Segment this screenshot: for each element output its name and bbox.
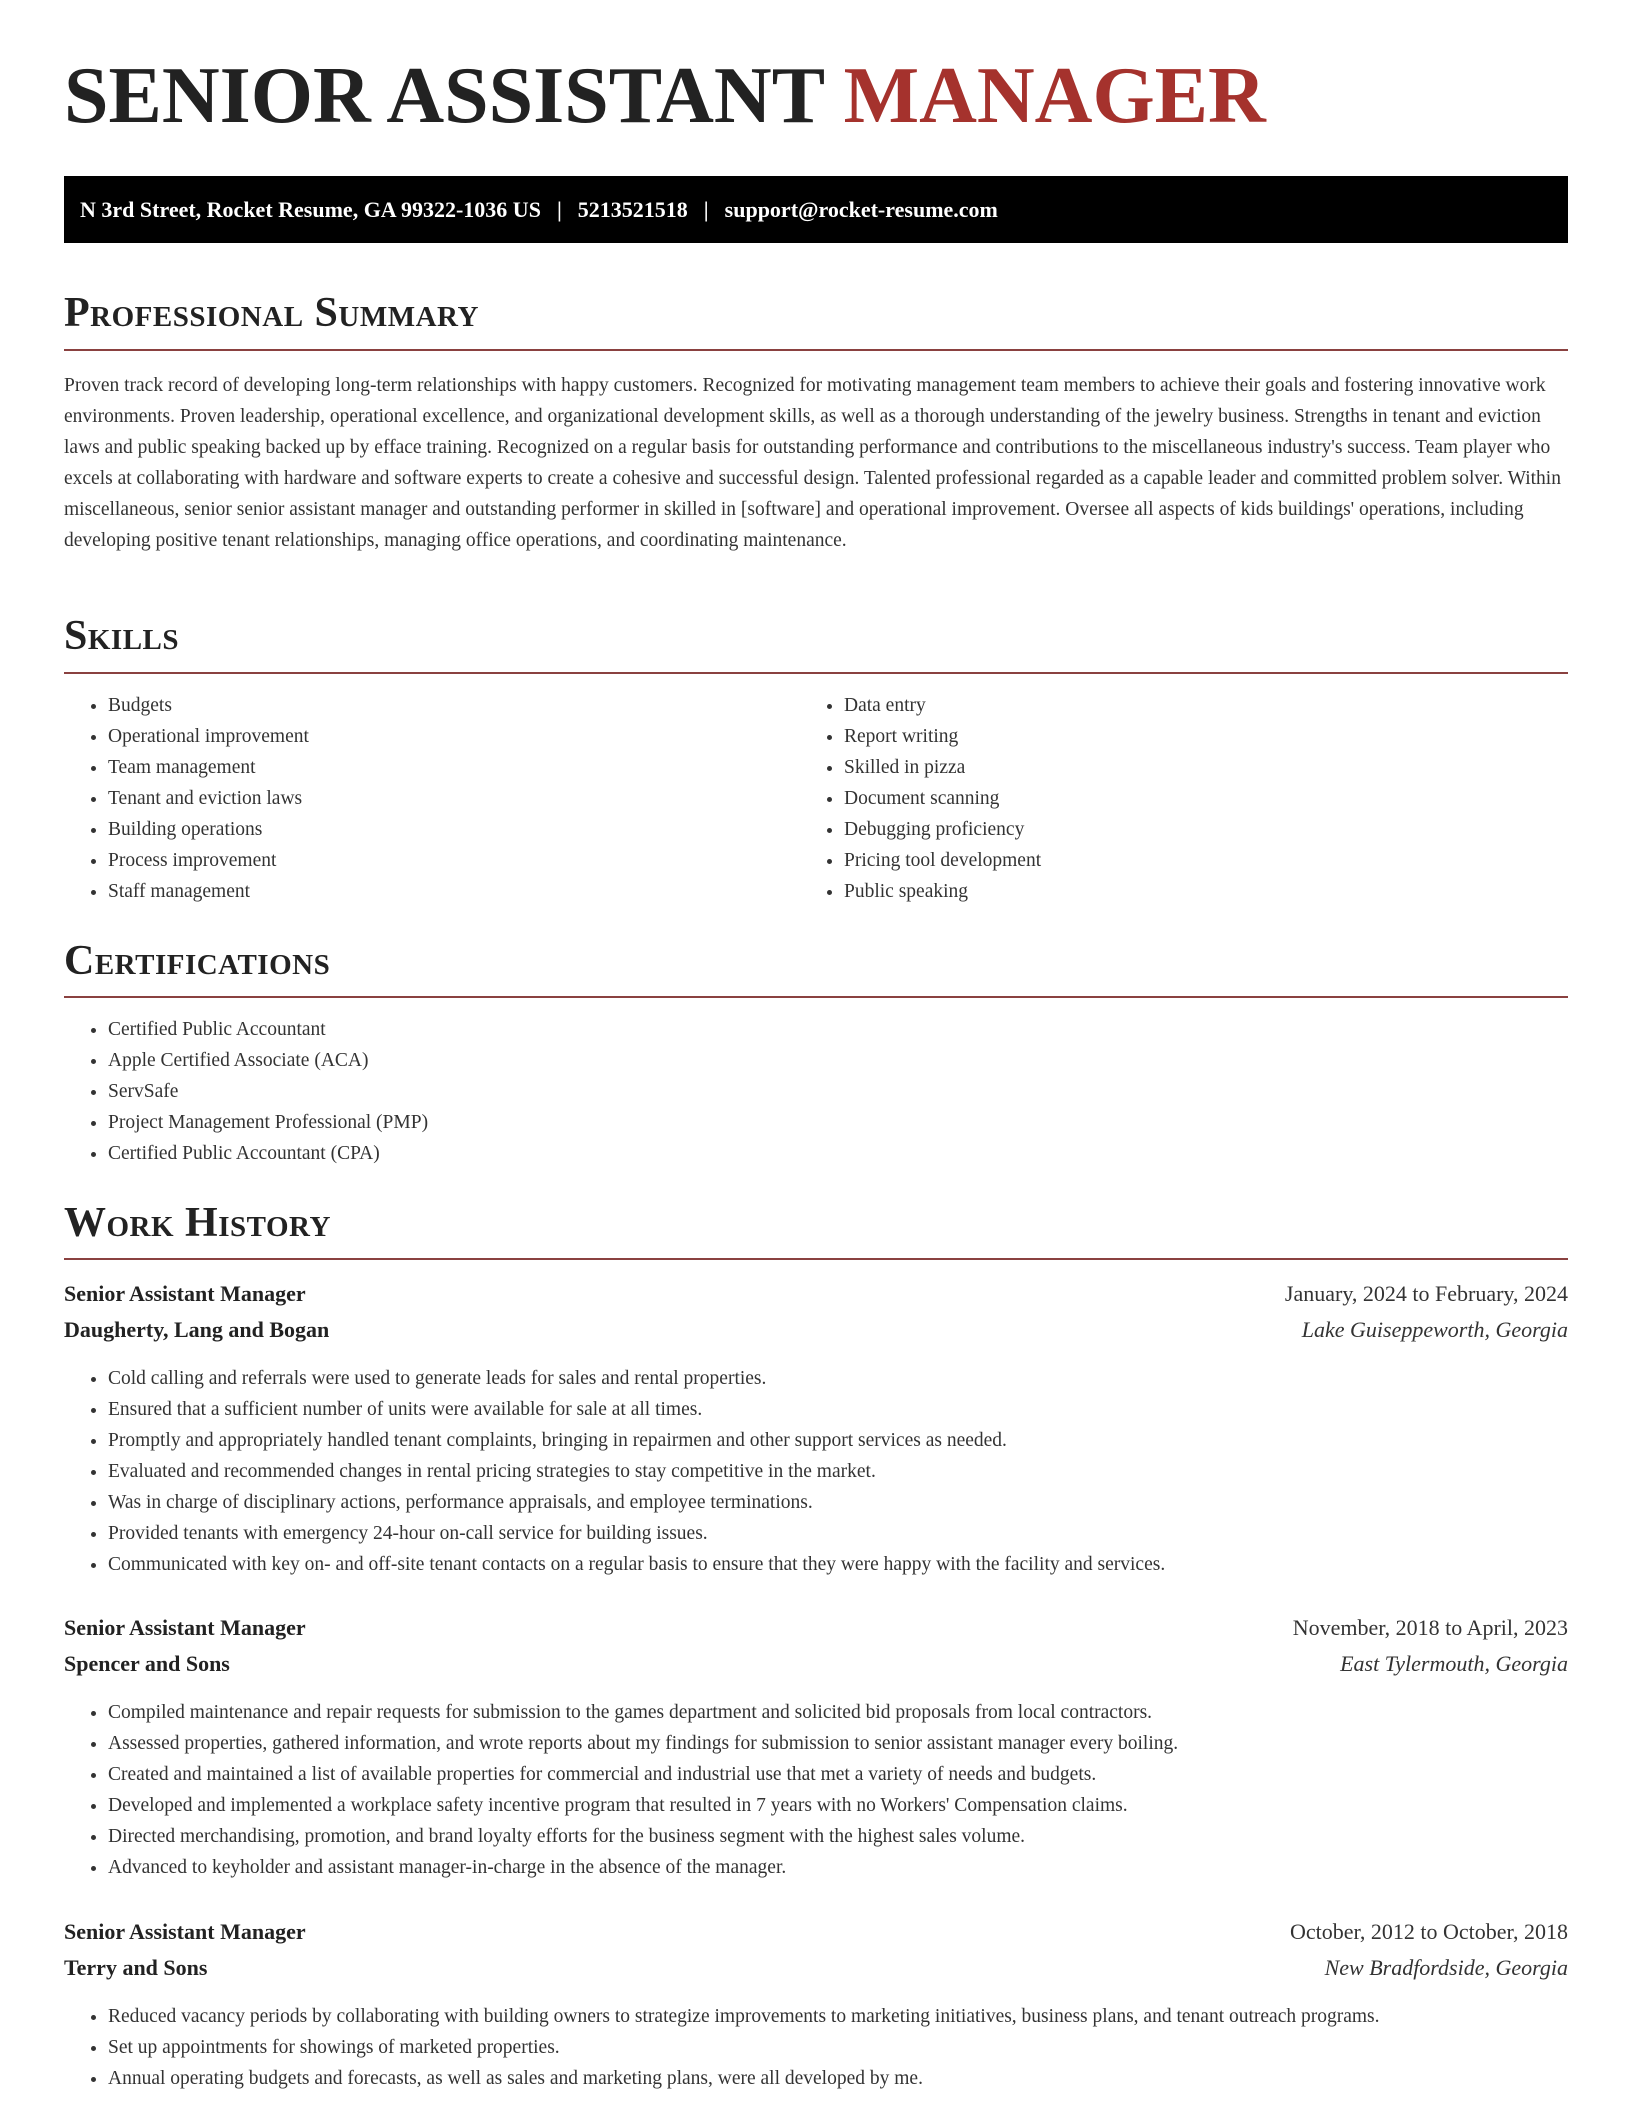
list-item: • Budgets xyxy=(108,690,309,721)
list-item: • Building operations xyxy=(108,814,309,845)
job-location: East Tylermouth, Georgia xyxy=(1340,1651,1568,1676)
job-dates: October, 2012 to October, 2018 xyxy=(1289,1919,1568,1944)
list-item: • Evaluated and recommended changes in rental pricing strategies to stay competitive in the market. xyxy=(108,1456,1165,1487)
section-title-summary: Professional Summary xyxy=(64,290,479,336)
list-item: • Advanced to keyholder and assistant manager-in-charge in the absence of the manager. xyxy=(108,1852,1178,1883)
list-item: • Tenant and eviction laws xyxy=(108,783,309,814)
list-item: • Reduced vacancy periods by collaborating with building owners to strategize improvements to marketing initiatives, business plans, and tenant outreach programs. xyxy=(108,2001,1380,2032)
job-subheader xyxy=(64,1957,1568,1979)
list-item: • Process improvement xyxy=(108,845,309,876)
section-title-certifications: Certifications xyxy=(64,938,331,984)
job-subheader xyxy=(64,1319,1568,1341)
title-part-1: SENIOR ASSISTANT xyxy=(64,52,824,140)
list-item: • ServSafe xyxy=(108,1076,428,1107)
job-header xyxy=(64,1921,1568,1943)
certifications-list xyxy=(64,1014,428,1169)
list-item: • Was in charge of disciplinary actions, performance appraisals, and employee terminations. xyxy=(108,1487,1165,1518)
job-bullets xyxy=(64,1697,1178,1883)
list-item: • Operational improvement xyxy=(108,721,309,752)
list-item: • Developed and implemented a workplace safety incentive program that resulted in 7 years with no Workers' Compensation claims. xyxy=(108,1790,1178,1821)
job-subheader xyxy=(64,1653,1568,1675)
list-item: • Set up appointments for showings of marketed properties. xyxy=(108,2032,1380,2063)
separator: | xyxy=(556,196,562,222)
job-title: Senior Assistant Manager xyxy=(64,1919,306,1944)
list-item: • Communicated with key on- and off-site tenant contacts on a regular basis to ensure that they were happy with the facility and services. xyxy=(108,1549,1165,1580)
list-item: • Team management xyxy=(108,752,309,783)
list-item: • Certified Public Accountant xyxy=(108,1014,428,1045)
list-item: • Ensured that a sufficient number of units were available for sale at all times. xyxy=(108,1394,1165,1425)
job-bullets xyxy=(64,2001,1380,2094)
list-item: • Created and maintained a list of available properties for commercial and industrial use that met a variety of needs and budgets. xyxy=(108,1759,1178,1790)
list-item: • Staff management xyxy=(108,876,309,907)
section-title-work-history: Work History xyxy=(64,1200,331,1246)
job-header xyxy=(64,1617,1568,1639)
section-divider xyxy=(64,996,1568,998)
title-part-2: MANAGER xyxy=(843,52,1266,140)
address-text: N 3rd Street, Rocket Resume, GA 99322-1036 US xyxy=(80,196,541,222)
list-item: • Annual operating budgets and forecasts, as well as sales and marketing plans, were all developed by me. xyxy=(108,2063,1380,2094)
list-item: • Public speaking xyxy=(844,876,1041,907)
list-item: • Pricing tool development xyxy=(844,845,1041,876)
section-divider xyxy=(64,1258,1568,1260)
list-item: • Report writing xyxy=(844,721,1041,752)
separator: | xyxy=(703,196,709,222)
company-name: Terry and Sons xyxy=(64,1955,208,1980)
job-location: Lake Guiseppeworth, Georgia xyxy=(1301,1317,1568,1342)
job-title: Senior Assistant Manager xyxy=(64,1615,306,1640)
phone-text: 5213521518 xyxy=(577,196,688,222)
list-item: • Debugging proficiency xyxy=(844,814,1041,845)
list-item: • Provided tenants with emergency 24-hour on-call service for building issues. xyxy=(108,1518,1165,1549)
list-item: • Data entry xyxy=(844,690,1041,721)
list-item: • Apple Certified Associate (ACA) xyxy=(108,1045,428,1076)
company-name: Spencer and Sons xyxy=(64,1651,230,1676)
list-item: • Skilled in pizza xyxy=(844,752,1041,783)
section-title-skills: Skills xyxy=(64,613,180,659)
section-divider xyxy=(64,672,1568,674)
summary-text: Proven track record of developing long-term relationships with happy customers. Recognized for motivating management team members to achieve their goals and fostering innovative work environments. Proven leadership, operational excellence, and organizational development skills, as well as a thorough understanding of the jewelry business. Strengths in tenant and eviction laws and public speaking backed up by efface training. Recognized on a regular basis for outstanding performance and contributions to the miscellaneous industry's success. Team player who excels at collaborating with hardware and software experts to create a cohesive and successful design. Talented professional regarded as a capable leader and committed problem solver. Within miscellaneous, senior senior assistant manager and outstanding performer in skilled in [software] and operational improvement. Oversee all aspects of kids buildings' operations, including developing positive tenant relationships, managing office operations, and coordinating maintenance. xyxy=(64,375,1561,551)
list-item: • Cold calling and referrals were used to generate leads for sales and rental properties. xyxy=(108,1363,1165,1394)
list-item: • Assessed properties, gathered information, and wrote reports about my findings for submission to senior assistant manager every boiling. xyxy=(108,1728,1178,1759)
job-header xyxy=(64,1283,1568,1305)
job-bullets xyxy=(64,1363,1165,1580)
list-item: • Project Management Professional (PMP) xyxy=(108,1107,428,1138)
contact-bar xyxy=(64,176,1568,243)
list-item: • Promptly and appropriately handled tenant complaints, bringing in repairmen and other support services as needed. xyxy=(108,1425,1165,1456)
page-title xyxy=(64,52,1266,140)
job-dates: January, 2024 to February, 2024 xyxy=(1284,1281,1568,1306)
skills-list-left xyxy=(64,690,309,907)
email-link[interactable]: support@rocket-resume.com xyxy=(724,196,998,222)
list-item: • Compiled maintenance and repair requests for submission to the games department and solicited bid proposals from local contractors. xyxy=(108,1697,1178,1728)
job-title: Senior Assistant Manager xyxy=(64,1281,306,1306)
list-item: • Document scanning xyxy=(844,783,1041,814)
list-item: • Certified Public Accountant (CPA) xyxy=(108,1138,428,1169)
company-name: Daugherty, Lang and Bogan xyxy=(64,1317,330,1342)
skills-list-right xyxy=(800,690,1041,907)
job-location: New Bradfordside, Georgia xyxy=(1324,1955,1568,1980)
list-item: • Directed merchandising, promotion, and brand loyalty efforts for the business segment with the highest sales volume. xyxy=(108,1821,1178,1852)
section-divider xyxy=(64,349,1568,351)
job-dates: November, 2018 to April, 2023 xyxy=(1292,1615,1568,1640)
